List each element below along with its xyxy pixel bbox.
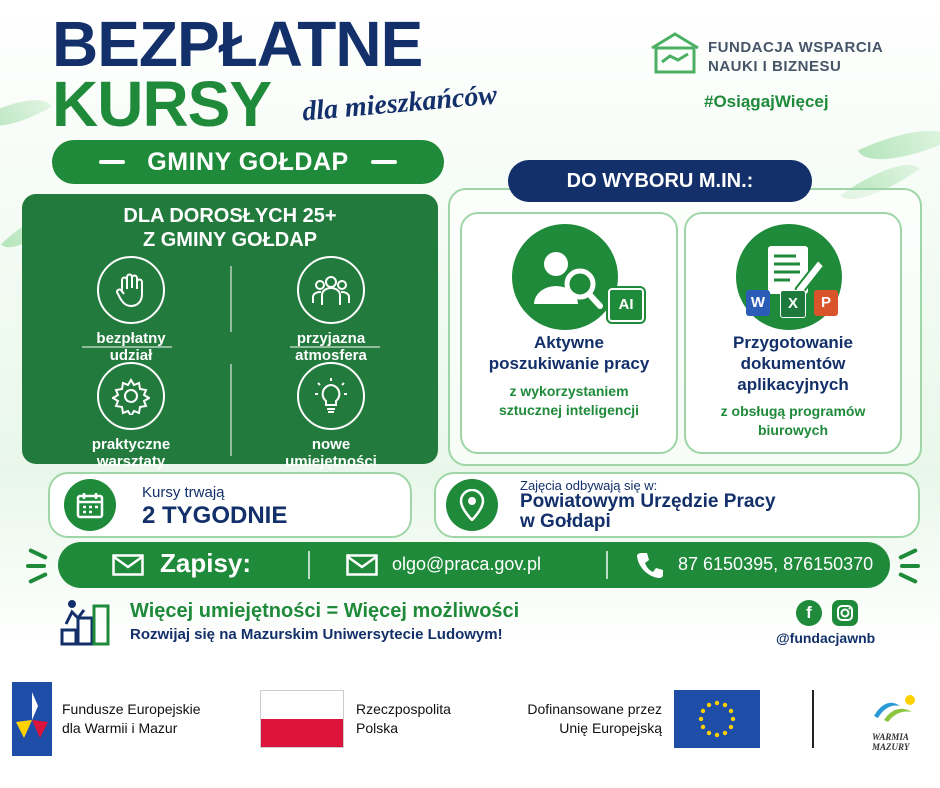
divider: [606, 551, 608, 579]
duration-value: 2 TYGODNIE: [142, 502, 288, 529]
warmia-mazury-text: [872, 732, 909, 752]
location-line: w Gołdapi: [520, 511, 611, 532]
instagram-icon[interactable]: [832, 600, 858, 626]
feature-label: praktyczne: [91, 436, 171, 453]
facebook-icon[interactable]: f: [796, 600, 822, 626]
dash-decoration: [371, 160, 397, 164]
eu-flag-icon: [674, 690, 760, 748]
options-heading: DO WYBORU M.IN.:: [508, 160, 812, 202]
dash-decoration: [900, 564, 920, 568]
location-pill: [434, 472, 920, 538]
course-subtitle-line: biurowych: [757, 422, 828, 438]
feature-new-skills: [246, 362, 416, 470]
warmia-mazury-logo-icon: [866, 692, 922, 737]
social-handle[interactable]: @fundacjawnb: [776, 630, 876, 646]
audience-title-line2: Z GMINY GOŁDAP: [142, 229, 318, 251]
rp-line: Rzeczpospolita: [356, 701, 451, 717]
slogan-line2: Rozwijaj się na Mazurskim Uniwersytecie Ludowym!: [130, 626, 503, 643]
course-title-line: dokumentów: [740, 354, 846, 373]
leaf-decoration: [0, 84, 52, 142]
word-icon: W: [746, 290, 770, 316]
feature-label: przyjazna: [296, 330, 366, 347]
title-script: dla mieszkańców: [300, 79, 499, 128]
wm-line: WARMIA: [872, 732, 909, 742]
feature-label: warsztaty: [96, 453, 166, 470]
dash-decoration: [99, 160, 125, 164]
foundation-name: [708, 38, 883, 76]
duration-label: Kursy trwają: [142, 484, 225, 501]
location-line: Powiatowym Urzędzie Pracy: [520, 491, 776, 512]
group-icon: [297, 256, 365, 324]
job-search-ai-icon: [512, 224, 618, 330]
feature-free: [46, 256, 216, 364]
excel-icon: X: [780, 290, 806, 318]
course-subtitle-line: sztucznej inteligencji: [498, 402, 640, 418]
foundation-logo-icon: [648, 30, 702, 74]
course-subtitle: [686, 402, 900, 440]
location-label: Zajęcia odbywają się w:: [520, 478, 658, 493]
ai-chip-icon: AI: [608, 288, 644, 322]
contact-bar: [58, 542, 890, 588]
funding-footer: [0, 660, 940, 788]
divider: [230, 364, 232, 456]
divider: [308, 551, 310, 579]
stairs-person-icon: [58, 596, 112, 651]
rp-line: Polska: [356, 720, 399, 736]
course-card-job-search: [460, 212, 678, 454]
feature-label: udział: [109, 347, 153, 364]
feature-label: atmosfera: [295, 347, 367, 364]
hand-icon: [97, 256, 165, 324]
feature-label: umiejętności: [285, 453, 377, 470]
course-title-line: Aktywne: [534, 333, 604, 352]
phone-icon: [636, 551, 664, 584]
dash-decoration: [26, 564, 46, 568]
title-line2: KURSY: [52, 68, 272, 140]
fe-line: Fundusze Europejskie: [62, 701, 201, 717]
gmina-banner: [52, 140, 444, 184]
feature-workshops: [46, 362, 216, 470]
calendar-icon: [64, 479, 116, 531]
envelope-icon: [112, 554, 144, 581]
location-pin-icon: [446, 479, 498, 531]
divider: [230, 266, 232, 332]
ue-line: Unię Europejską: [559, 720, 662, 736]
dash-decoration: [28, 572, 48, 584]
course-title: [686, 332, 900, 395]
ue-line: Dofinansowane przez: [527, 701, 662, 717]
course-title: [462, 332, 676, 374]
envelope-icon: [346, 554, 378, 581]
course-title-line: Przygotowanie: [733, 333, 853, 352]
course-subtitle-line: z wykorzystaniem: [509, 383, 629, 399]
dash-decoration: [898, 572, 918, 584]
ue-text: [500, 700, 662, 738]
zapisy-label: Zapisy:: [160, 548, 252, 578]
dash-decoration: [28, 548, 48, 560]
feature-label: bezpłatny: [96, 330, 166, 347]
contact-email[interactable]: olgo@praca.gov.pl: [392, 554, 542, 574]
dash-decoration: [898, 548, 918, 560]
rp-text: [356, 700, 451, 738]
gear-icon: [97, 362, 165, 430]
course-title-line: poszukiwanie pracy: [488, 354, 650, 373]
location-name: [520, 492, 776, 532]
audience-title-line1: DLA DOROSŁYCH 25+: [123, 205, 337, 227]
foundation-name-line1: FUNDACJA WSPARCIA: [708, 39, 884, 56]
course-subtitle-line: z obsługą programów: [720, 403, 866, 419]
duration-pill: [48, 472, 412, 538]
divider: [812, 690, 814, 748]
polish-flag-icon: [260, 690, 344, 748]
feature-atmosphere: [246, 256, 416, 364]
course-subtitle: [462, 382, 676, 420]
feature-label: nowe: [311, 436, 351, 453]
course-card-documents: [684, 212, 902, 454]
foundation-name-line2: NAUKI I BIZNESU: [708, 58, 842, 75]
contact-phone[interactable]: 87 6150395, 876150370: [678, 554, 874, 574]
powerpoint-icon: P: [814, 290, 838, 316]
gmina-label: GMINY GOŁDAP: [147, 147, 349, 176]
title-line1: BEZPŁATNE: [52, 8, 423, 80]
course-title-line: aplikacyjnych: [737, 375, 849, 394]
fe-line: dla Warmii i Mazur: [62, 720, 178, 736]
fe-text: [62, 700, 201, 738]
fe-logo-icon: [12, 682, 52, 761]
slogan-line1: Więcej umiejętności = Więcej możliwości: [130, 600, 520, 622]
lightbulb-icon: [297, 362, 365, 430]
wm-line: MAZURY: [872, 742, 910, 752]
hashtag: #OsiągajWięcej: [704, 92, 829, 111]
audience-panel: [22, 194, 438, 470]
